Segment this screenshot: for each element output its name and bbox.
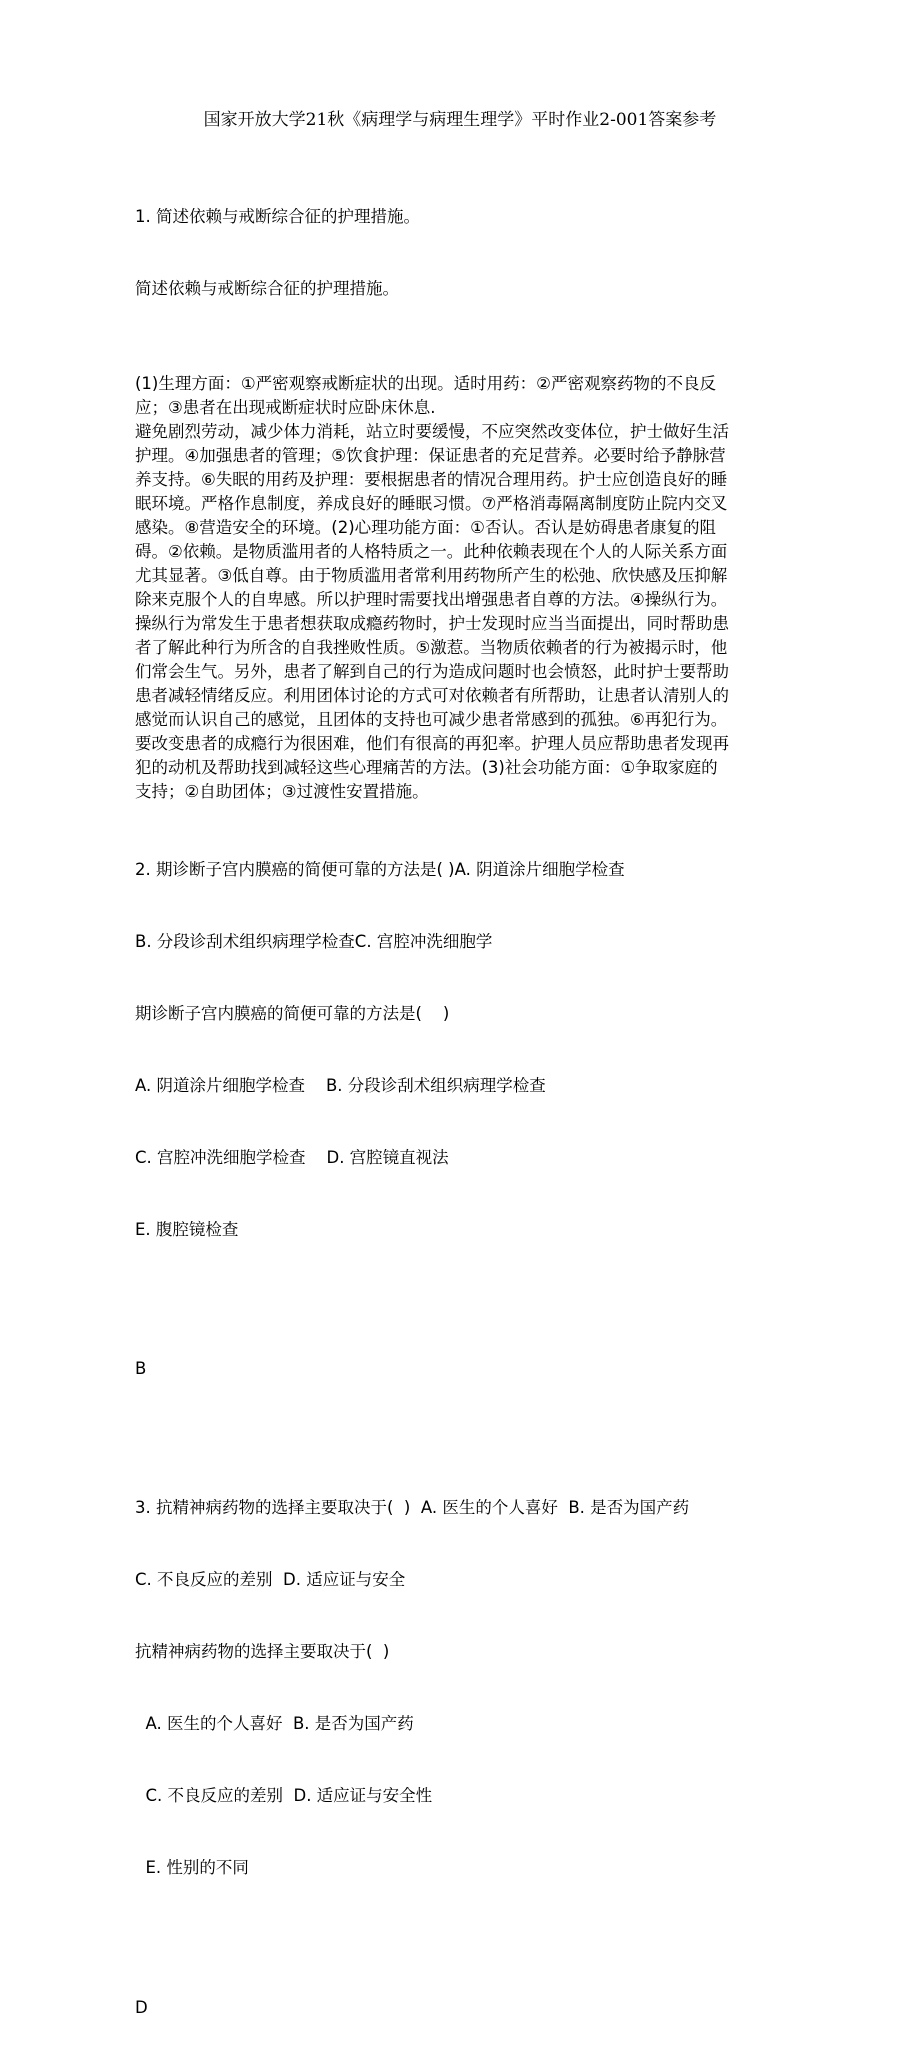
answer-line: 们常会生气。另外，患者了解到自己的行为造成问题时也会愤怒，此时护士要帮助 [135, 662, 729, 681]
answer-line: (1)生理方面：①严密观察戒断症状的出现。适时用药：②严密观察药物的不良反 [135, 374, 716, 393]
question-text: 3. 抗精神病药物的选择主要取决于( ) A. 医生的个人喜好 B. 是否为国产药 [135, 1498, 690, 1517]
answer-line: 感觉而认识自己的感觉，且团体的支持也可减少患者常感到的孤独。⑥再犯行为。 [135, 710, 728, 729]
answer-line: 眠环境。严格作息制度，养成良好的睡眠习惯。⑦严格消毒隔离制度防止院内交叉 [135, 494, 728, 513]
question-text: 期诊断子宫内膜癌的简便可靠的方法是( ) [135, 1004, 450, 1023]
option-line: A. 医生的个人喜好 B. 是否为国产药 [135, 1714, 414, 1733]
answer-line: 护理。④加强患者的管理；⑤饮食护理：保证患者的充足营养。必要时给予静脉营 [135, 446, 726, 465]
question-text: C. 不良反应的差别 D. 适应证与安全 [135, 1570, 406, 1589]
question-1 [135, 157, 895, 349]
question-text: B. 分段诊刮术组织病理学检查C. 宫腔冲洗细胞学 [135, 932, 493, 951]
answer-line: 要改变患者的成瘾行为很困难，他们有很高的再犯率。护理人员应帮助患者发现再 [135, 734, 729, 753]
answer-line: 养支持。⑥失眠的用药及护理：要根据患者的情况合理用药。护士应创造良好的睡 [135, 470, 728, 489]
question-2 [135, 810, 895, 1290]
answer-line: 避免剧烈劳动，减少体力消耗，站立时要缓慢，不应突然改变体位，护士做好生活 [135, 422, 729, 441]
answer-text: B [135, 1359, 147, 1378]
answer-line: 尤其显著。③低自尊。由于物质滥用者常利用药物所产生的松弛、欣快感及压抑解 [135, 566, 728, 585]
answer-line: 碍。②依赖。是物质滥用者的人格特质之一。此种依赖表现在个人的人际关系方面 [135, 542, 728, 561]
answer-line: 支持；②自助团体；③过渡性安置措施。 [135, 782, 429, 801]
answer-line: 犯的动机及帮助找到减轻这些心理痛苦的方法。(3)社会功能方面：①争取家庭的 [135, 758, 718, 777]
answer-line: 除来克服个人的自卑感。所以护理时需要找出增强患者自尊的方法。④操纵行为。 [135, 590, 728, 609]
option-line: C. 不良反应的差别 D. 适应证与安全性 [135, 1786, 433, 1805]
question-3 [135, 1448, 895, 1928]
question-text: 1. 简述依赖与戒断综合征的护理措施。 [135, 207, 420, 226]
answer-line: 感染。⑧营造安全的环境。(2)心理功能方面：①否认。否认是妨碍患者康复的阻 [135, 518, 716, 537]
answer-text: D [135, 1998, 148, 2017]
answer-line: 操纵行为常发生于患者想获取成瘾药物时，护士发现时应当当面提出，同时帮助患 [135, 614, 729, 633]
question-text: 抗精神病药物的选择主要取决于( ) [135, 1642, 390, 1661]
option-line: C. 宫腔冲洗细胞学检查 D. 宫腔镜直视法 [135, 1148, 449, 1167]
option-line: E. 腹腔镜检查 [135, 1220, 239, 1239]
answer-line: 患者减轻情绪反应。利用团体讨论的方式可对依赖者有所帮助，让患者认清别人的 [135, 686, 729, 705]
question-text: 2. 期诊断子宫内膜癌的简便可靠的方法是( )A. 阴道涂片细胞学检查 [135, 860, 625, 879]
answer-1 [135, 372, 895, 804]
question-text: 简述依赖与戒断综合征的护理措施。 [135, 279, 399, 298]
answer-2 [135, 1309, 895, 1429]
document-title: 国家开放大学21秋《病理学与病理生理学》平时作业2-001答案参考 [203, 110, 717, 130]
option-line: A. 阴道涂片细胞学检查 B. 分段诊刮术组织病理学检查 [135, 1076, 546, 1095]
option-line: E. 性别的不同 [135, 1858, 249, 1877]
answer-line: 应；③患者在出现戒断症状时应卧床休息. [135, 398, 436, 417]
answer-3 [135, 1948, 895, 2068]
answer-line: 者了解此种行为所含的自我挫败性质。⑤激惹。当物质依赖者的行为被揭示时，他 [135, 638, 728, 657]
document-body [135, 157, 895, 2068]
